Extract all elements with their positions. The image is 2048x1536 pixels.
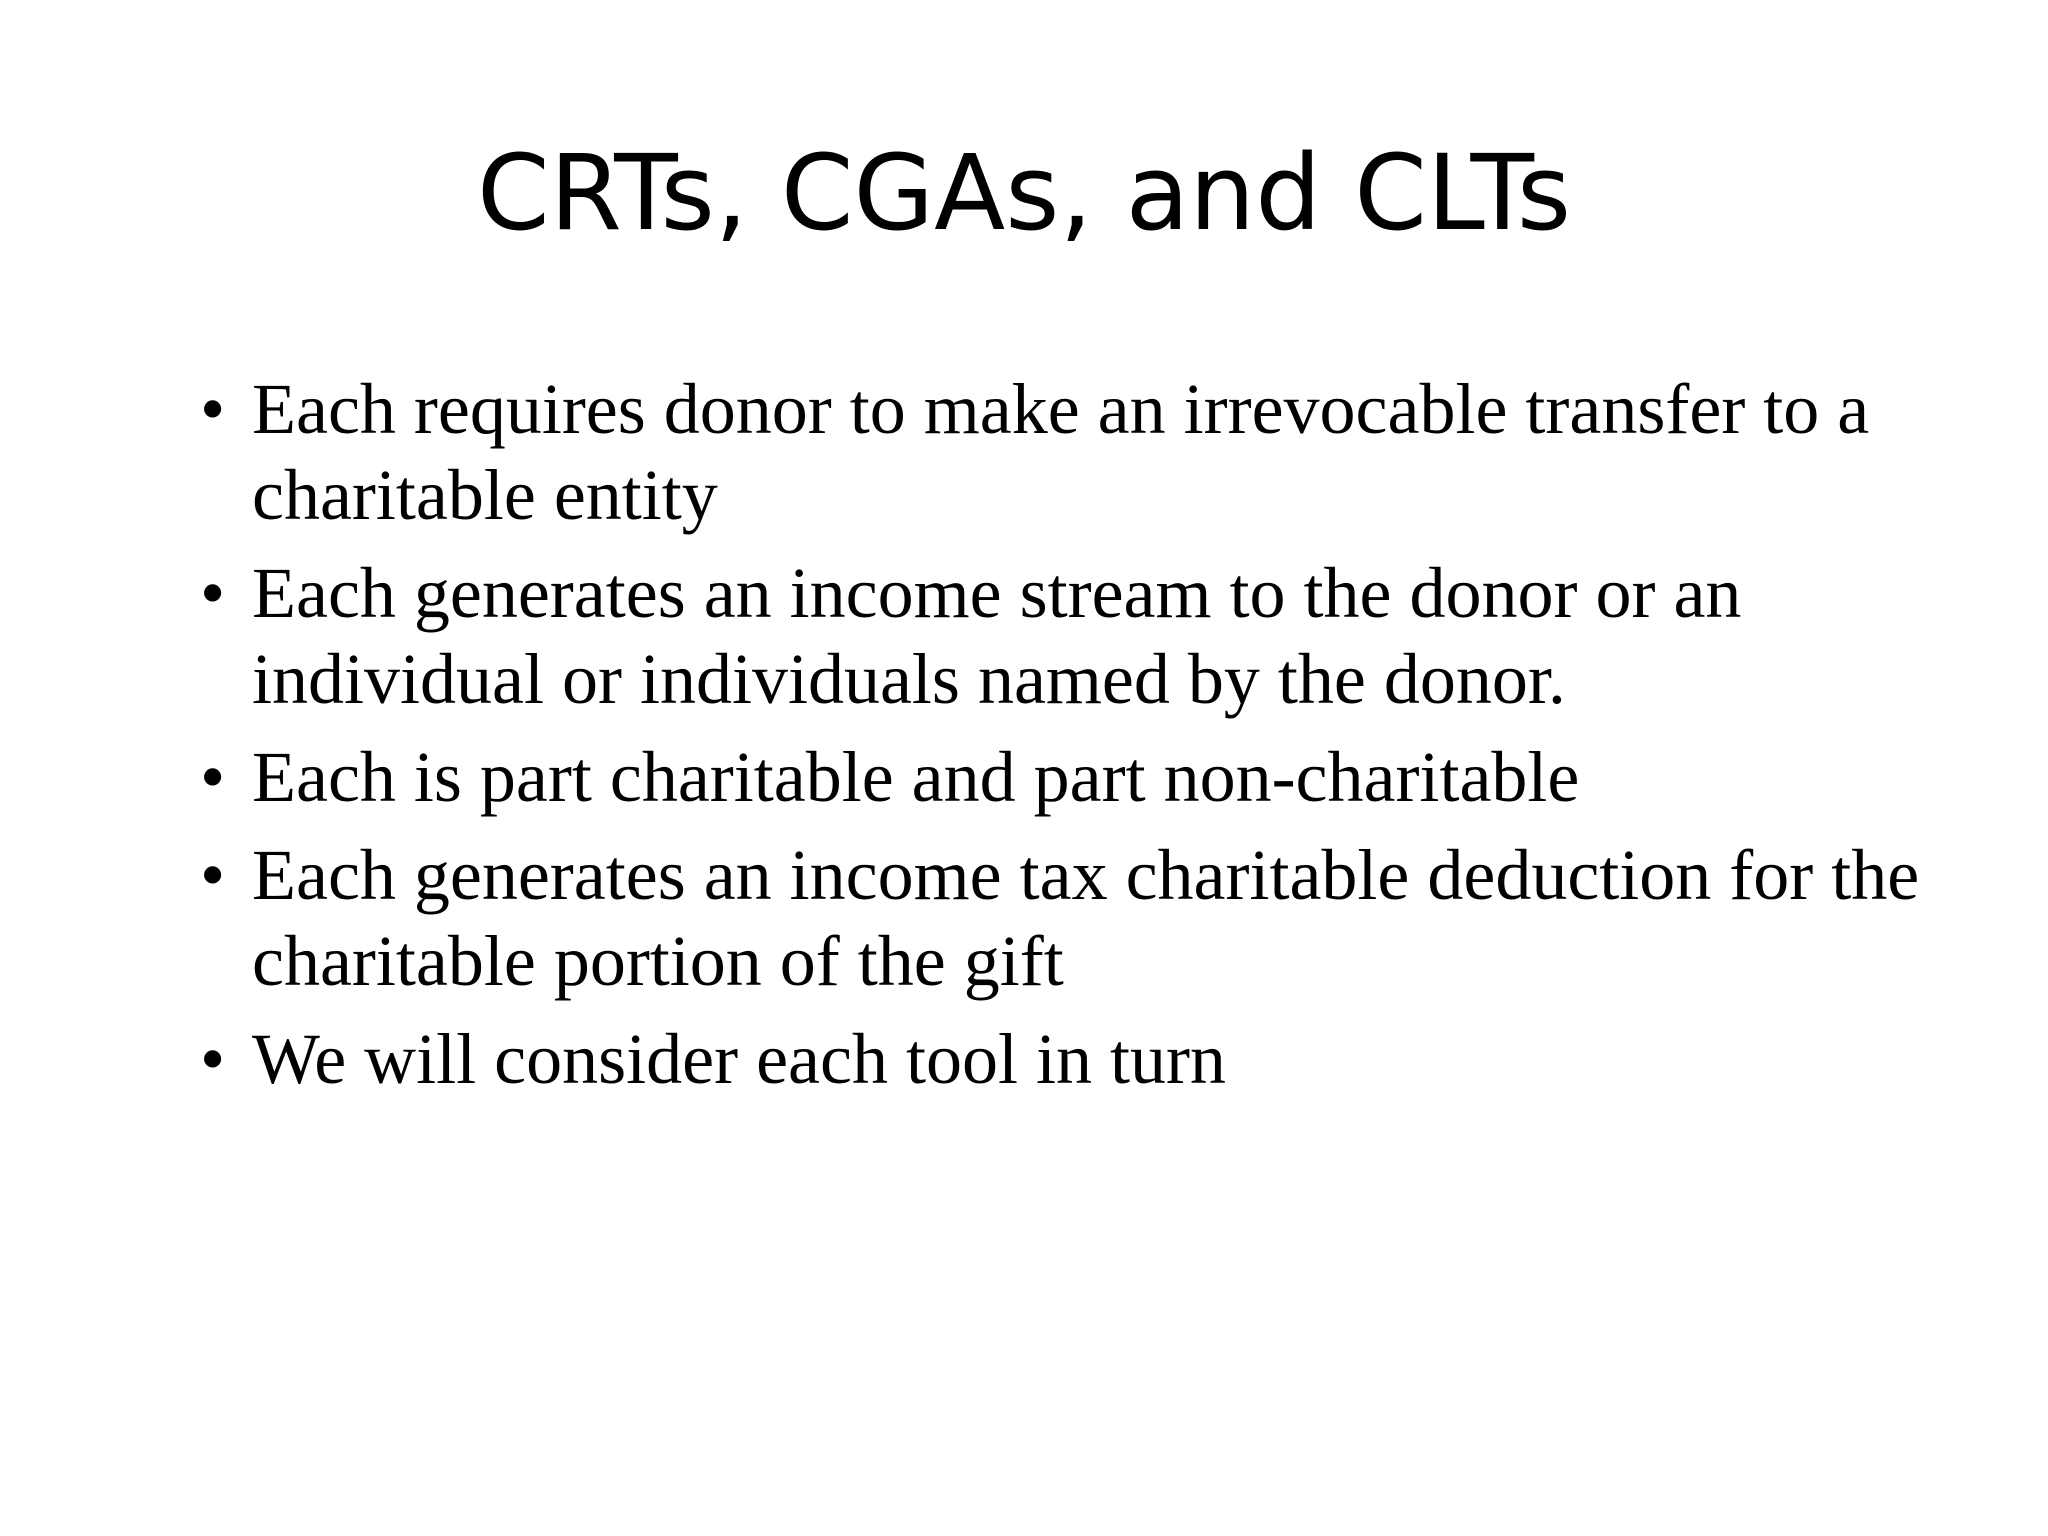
bullet-dot-icon: • <box>200 737 226 817</box>
bullet-text: Each is part charitable and part non-charitable <box>252 737 1580 817</box>
bullet-text: Each requires donor to make an irrevocable transfer to a charitable entity <box>252 369 1870 535</box>
bullet-text: Each generates an income tax charitable deduction for the charitable portion of the gift <box>252 835 1920 1001</box>
bullet-dot-icon: • <box>200 835 226 915</box>
bullet-item <box>200 832 1940 1004</box>
bullet-item <box>200 734 1940 820</box>
bullet-item <box>200 1016 1940 1102</box>
bullet-dot-icon: • <box>200 553 226 633</box>
bullet-dot-icon: • <box>200 1019 226 1099</box>
slide-title: CRTs, CGAs, and CLTs <box>476 132 1572 254</box>
bullet-list <box>200 366 1940 1114</box>
bullet-item <box>200 550 1940 722</box>
bullet-item <box>200 366 1940 538</box>
bullet-text: Each generates an income stream to the donor or an individual or individuals named by the donor. <box>252 553 1742 719</box>
bullet-text: We will consider each tool in turn <box>252 1019 1226 1099</box>
bullet-dot-icon: • <box>200 369 226 449</box>
